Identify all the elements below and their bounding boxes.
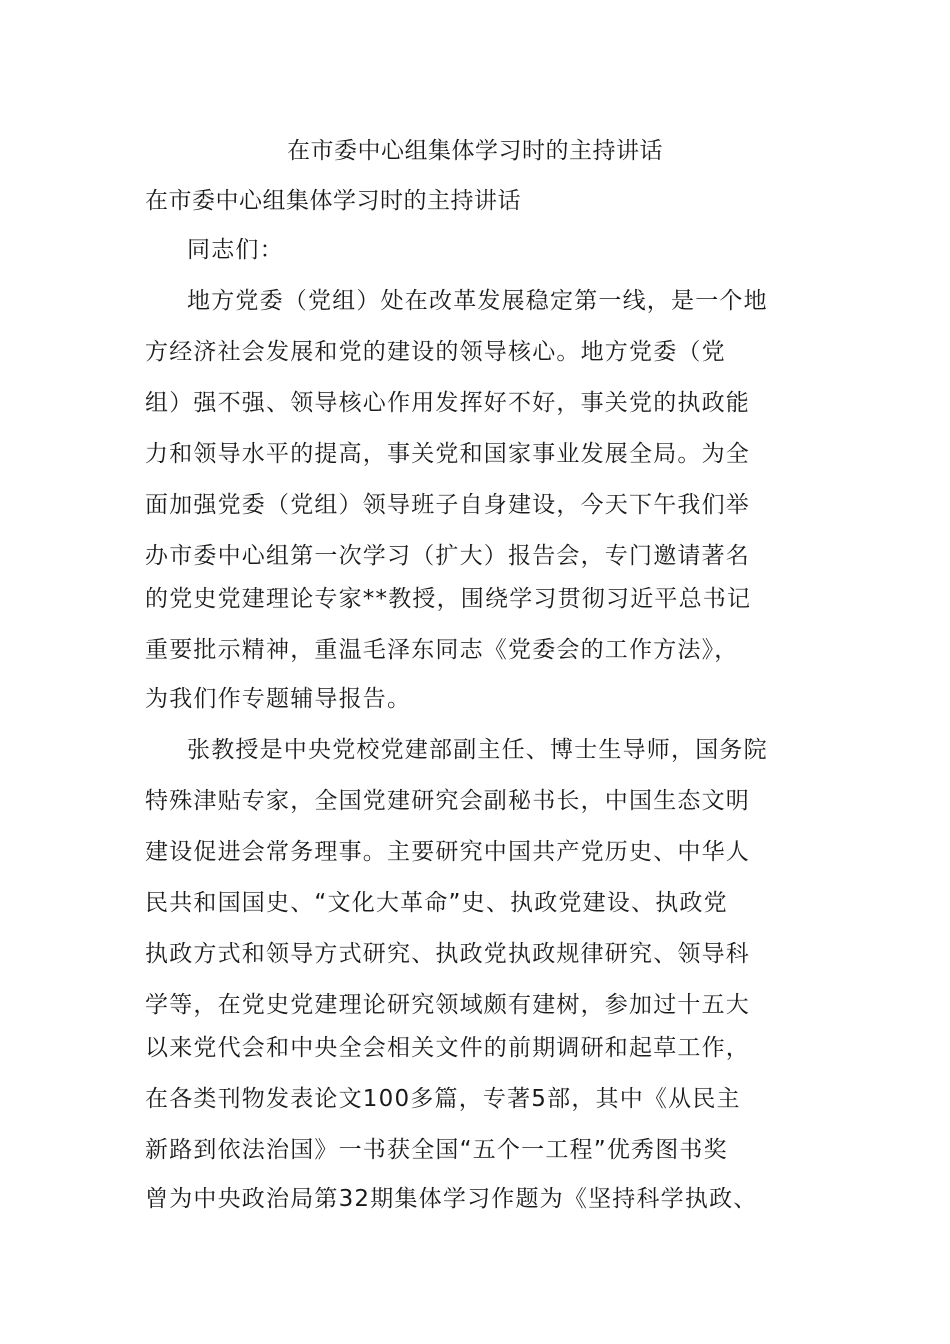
paragraph-2-line: 曾为中央政治局第32期集体学习作题为《坚持科学执政、 bbox=[145, 1186, 758, 1212]
paragraph-1-line: 力和领导水平的提高，事关党和国家事业发展全局。为全 bbox=[145, 441, 750, 467]
paragraph-1-line: 组）强不强、领导核心作用发挥好不好，事关党的执政能 bbox=[145, 390, 750, 416]
paragraph-2-line: 特殊津贴专家，全国党建研究会副秘书长，中国生态文明 bbox=[145, 788, 750, 814]
paragraph-1-line: 重要批示精神，重温毛泽东同志《党委会的工作方法》， bbox=[145, 637, 739, 663]
paragraph-2-line: 新路到依法治国》一书获全国“五个一工程”优秀图书奖 bbox=[145, 1137, 728, 1163]
paragraph-2-line: 民共和国国史、“文化大革命”史、执政党建设、执政党 bbox=[145, 890, 728, 916]
document-subtitle: 在市委中心组集体学习时的主持讲话 bbox=[145, 188, 521, 214]
paragraph-1-line: 办市委中心组第一次学习（扩大）报告会，专门邀请著名 bbox=[145, 543, 750, 569]
paragraph-2-line: 在各类刊物发表论文100多篇，专著5部，其中《从民主 bbox=[145, 1086, 741, 1112]
paragraph-1-line: 的党史党建理论专家**教授，围绕学习贯彻习近平总书记 bbox=[145, 586, 752, 612]
salutation: 同志们： bbox=[187, 237, 284, 263]
paragraph-2-line: 执政方式和领导方式研究、执政党执政规律研究、领导科 bbox=[145, 941, 750, 967]
paragraph-1-line: 地方党委（党组）处在改革发展稳定第一线，是一个地 bbox=[187, 288, 768, 314]
paragraph-2-line: 学等，在党史党建理论研究领域颇有建树，参加过十五大 bbox=[145, 992, 750, 1018]
document-title: 在市委中心组集体学习时的主持讲话 bbox=[287, 138, 663, 164]
paragraph-1-line: 方经济社会发展和党的建设的领导核心。地方党委（党 bbox=[145, 339, 726, 365]
paragraph-2-line: 以来党代会和中央全会相关文件的前期调研和起草工作， bbox=[145, 1035, 750, 1061]
paragraph-1-line: 面加强党委（党组）领导班子自身建设，今天下午我们举 bbox=[145, 492, 750, 518]
paragraph-2-line: 建设促进会常务理事。主要研究中国共产党历史、中华人 bbox=[145, 839, 750, 865]
paragraph-2-line: 张教授是中央党校党建部副主任、博士生导师，国务院 bbox=[187, 737, 768, 763]
paragraph-1-line: 为我们作专题辅导报告。 bbox=[145, 686, 412, 712]
